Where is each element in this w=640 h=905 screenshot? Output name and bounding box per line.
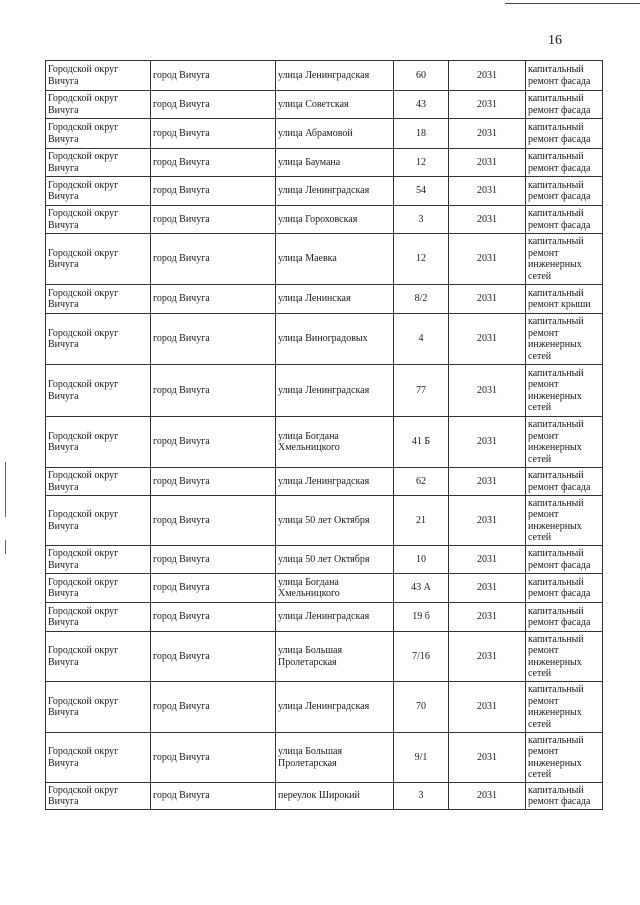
city-cell: город Вичуга bbox=[151, 206, 276, 234]
street-cell: улица Ленинградская bbox=[276, 61, 394, 91]
table-row bbox=[46, 365, 603, 417]
work-type-cell: капитальный ремонт инженерных сетей bbox=[526, 682, 603, 733]
year-cell: 2031 bbox=[449, 603, 526, 632]
street-cell: улица Советская bbox=[276, 91, 394, 119]
table-row bbox=[46, 417, 603, 468]
work-type-cell: капитальный ремонт фасада bbox=[526, 603, 603, 632]
municipality-cell: Городской округ Вичуга bbox=[46, 546, 151, 574]
street-cell: улица 50 лет Октября bbox=[276, 496, 394, 546]
city-cell: город Вичуга bbox=[151, 574, 276, 603]
street-cell: улица Маевка bbox=[276, 234, 394, 285]
house-number-cell: 12 bbox=[394, 234, 449, 285]
municipality-cell: Городской округ Вичуга bbox=[46, 119, 151, 149]
municipality-cell: Городской округ Вичуга bbox=[46, 285, 151, 314]
table-row bbox=[46, 632, 603, 682]
repair-schedule-table bbox=[45, 60, 603, 810]
house-number-cell: 43 bbox=[394, 91, 449, 119]
year-cell: 2031 bbox=[449, 632, 526, 682]
street-cell: улица Гороховская bbox=[276, 206, 394, 234]
table-row bbox=[46, 546, 603, 574]
city-cell: город Вичуга bbox=[151, 234, 276, 285]
municipality-cell: Городской округ Вичуга bbox=[46, 61, 151, 91]
house-number-cell: 3 bbox=[394, 783, 449, 810]
street-cell: улица Ленинградская bbox=[276, 603, 394, 632]
city-cell: город Вичуга bbox=[151, 285, 276, 314]
year-cell: 2031 bbox=[449, 468, 526, 496]
house-number-cell: 60 bbox=[394, 61, 449, 91]
street-cell: улица Ленинградская bbox=[276, 365, 394, 417]
work-type-cell: капитальный ремонт инженерных сетей bbox=[526, 417, 603, 468]
street-cell: улица Абрамовой bbox=[276, 119, 394, 149]
street-cell: улица Виноградовых bbox=[276, 314, 394, 365]
year-cell: 2031 bbox=[449, 314, 526, 365]
year-cell: 2031 bbox=[449, 119, 526, 149]
municipality-cell: Городской округ Вичуга bbox=[46, 149, 151, 177]
scan-edge-mark bbox=[5, 540, 6, 554]
work-type-cell: капитальный ремонт инженерных сетей bbox=[526, 234, 603, 285]
city-cell: город Вичуга bbox=[151, 603, 276, 632]
work-type-cell: капитальный ремонт фасада bbox=[526, 546, 603, 574]
work-type-cell: капитальный ремонт крыши bbox=[526, 285, 603, 314]
house-number-cell: 70 bbox=[394, 682, 449, 733]
house-number-cell: 7/16 bbox=[394, 632, 449, 682]
street-cell: улица Ленинградская bbox=[276, 468, 394, 496]
work-type-cell: капитальный ремонт инженерных сетей bbox=[526, 314, 603, 365]
municipality-cell: Городской округ Вичуга bbox=[46, 783, 151, 810]
house-number-cell: 9/1 bbox=[394, 733, 449, 783]
table-row bbox=[46, 61, 603, 91]
city-cell: город Вичуга bbox=[151, 149, 276, 177]
house-number-cell: 3 bbox=[394, 206, 449, 234]
street-cell: улица Богдана Хмельницкого bbox=[276, 417, 394, 468]
municipality-cell: Городской округ Вичуга bbox=[46, 365, 151, 417]
scan-edge-mark bbox=[5, 462, 6, 517]
work-type-cell: капитальный ремонт фасада bbox=[526, 149, 603, 177]
municipality-cell: Городской округ Вичуга bbox=[46, 468, 151, 496]
work-type-cell: капитальный ремонт фасада bbox=[526, 468, 603, 496]
city-cell: город Вичуга bbox=[151, 468, 276, 496]
year-cell: 2031 bbox=[449, 285, 526, 314]
table-row bbox=[46, 682, 603, 733]
table-row bbox=[46, 91, 603, 119]
house-number-cell: 77 bbox=[394, 365, 449, 417]
table-body bbox=[46, 61, 603, 810]
work-type-cell: капитальный ремонт фасада bbox=[526, 91, 603, 119]
table-row bbox=[46, 603, 603, 632]
house-number-cell: 19 б bbox=[394, 603, 449, 632]
city-cell: город Вичуга bbox=[151, 733, 276, 783]
year-cell: 2031 bbox=[449, 91, 526, 119]
city-cell: город Вичуга bbox=[151, 783, 276, 810]
work-type-cell: капитальный ремонт инженерных сетей bbox=[526, 733, 603, 783]
street-cell: улица Богдана Хмельницкого bbox=[276, 574, 394, 603]
house-number-cell: 12 bbox=[394, 149, 449, 177]
municipality-cell: Городской округ Вичуга bbox=[46, 417, 151, 468]
municipality-cell: Городской округ Вичуга bbox=[46, 496, 151, 546]
house-number-cell: 62 bbox=[394, 468, 449, 496]
city-cell: город Вичуга bbox=[151, 61, 276, 91]
street-cell: улица Баумана bbox=[276, 149, 394, 177]
city-cell: город Вичуга bbox=[151, 365, 276, 417]
municipality-cell: Городской округ Вичуга bbox=[46, 733, 151, 783]
municipality-cell: Городской округ Вичуга bbox=[46, 314, 151, 365]
year-cell: 2031 bbox=[449, 149, 526, 177]
municipality-cell: Городской округ Вичуга bbox=[46, 574, 151, 603]
table-row bbox=[46, 783, 603, 810]
year-cell: 2031 bbox=[449, 682, 526, 733]
table-row bbox=[46, 496, 603, 546]
city-cell: город Вичуга bbox=[151, 314, 276, 365]
house-number-cell: 21 bbox=[394, 496, 449, 546]
page-number: 16 bbox=[548, 33, 562, 48]
year-cell: 2031 bbox=[449, 417, 526, 468]
table-row bbox=[46, 119, 603, 149]
work-type-cell: капитальный ремонт фасада bbox=[526, 206, 603, 234]
table-row bbox=[46, 285, 603, 314]
work-type-cell: капитальный ремонт фасада bbox=[526, 783, 603, 810]
city-cell: город Вичуга bbox=[151, 632, 276, 682]
year-cell: 2031 bbox=[449, 496, 526, 546]
table-row bbox=[46, 177, 603, 206]
work-type-cell: капитальный ремонт фасада bbox=[526, 61, 603, 91]
year-cell: 2031 bbox=[449, 61, 526, 91]
city-cell: город Вичуга bbox=[151, 546, 276, 574]
city-cell: город Вичуга bbox=[151, 91, 276, 119]
table-row bbox=[46, 314, 603, 365]
city-cell: город Вичуга bbox=[151, 496, 276, 546]
work-type-cell: капитальный ремонт инженерных сетей bbox=[526, 632, 603, 682]
house-number-cell: 43 А bbox=[394, 574, 449, 603]
table-row bbox=[46, 149, 603, 177]
year-cell: 2031 bbox=[449, 733, 526, 783]
work-type-cell: капитальный ремонт инженерных сетей bbox=[526, 496, 603, 546]
city-cell: город Вичуга bbox=[151, 119, 276, 149]
work-type-cell: капитальный ремонт фасада bbox=[526, 574, 603, 603]
city-cell: город Вичуга bbox=[151, 682, 276, 733]
municipality-cell: Городской округ Вичуга bbox=[46, 177, 151, 206]
table-row bbox=[46, 234, 603, 285]
table-row bbox=[46, 733, 603, 783]
house-number-cell: 54 bbox=[394, 177, 449, 206]
table-row bbox=[46, 468, 603, 496]
municipality-cell: Городской округ Вичуга bbox=[46, 682, 151, 733]
municipality-cell: Городской округ Вичуга bbox=[46, 603, 151, 632]
year-cell: 2031 bbox=[449, 177, 526, 206]
work-type-cell: капитальный ремонт фасада bbox=[526, 177, 603, 206]
city-cell: город Вичуга bbox=[151, 177, 276, 206]
year-cell: 2031 bbox=[449, 574, 526, 603]
house-number-cell: 8/2 bbox=[394, 285, 449, 314]
street-cell: улица Ленинградская bbox=[276, 682, 394, 733]
year-cell: 2031 bbox=[449, 546, 526, 574]
street-cell: улица Ленинградская bbox=[276, 177, 394, 206]
house-number-cell: 4 bbox=[394, 314, 449, 365]
municipality-cell: Городской округ Вичуга bbox=[46, 91, 151, 119]
house-number-cell: 10 bbox=[394, 546, 449, 574]
street-cell: улица Большая Пролетарская bbox=[276, 632, 394, 682]
house-number-cell: 18 bbox=[394, 119, 449, 149]
municipality-cell: Городской округ Вичуга bbox=[46, 234, 151, 285]
work-type-cell: капитальный ремонт фасада bbox=[526, 119, 603, 149]
street-cell: улица 50 лет Октября bbox=[276, 546, 394, 574]
street-cell: улица Большая Пролетарская bbox=[276, 733, 394, 783]
top-rule bbox=[505, 3, 640, 4]
table-row bbox=[46, 206, 603, 234]
street-cell: улица Ленинская bbox=[276, 285, 394, 314]
year-cell: 2031 bbox=[449, 206, 526, 234]
table-row bbox=[46, 574, 603, 603]
street-cell: переулок Широкий bbox=[276, 783, 394, 810]
municipality-cell: Городской округ Вичуга bbox=[46, 206, 151, 234]
city-cell: город Вичуга bbox=[151, 417, 276, 468]
house-number-cell: 41 Б bbox=[394, 417, 449, 468]
year-cell: 2031 bbox=[449, 234, 526, 285]
year-cell: 2031 bbox=[449, 783, 526, 810]
year-cell: 2031 bbox=[449, 365, 526, 417]
work-type-cell: капитальный ремонт инженерных сетей bbox=[526, 365, 603, 417]
municipality-cell: Городской округ Вичуга bbox=[46, 632, 151, 682]
